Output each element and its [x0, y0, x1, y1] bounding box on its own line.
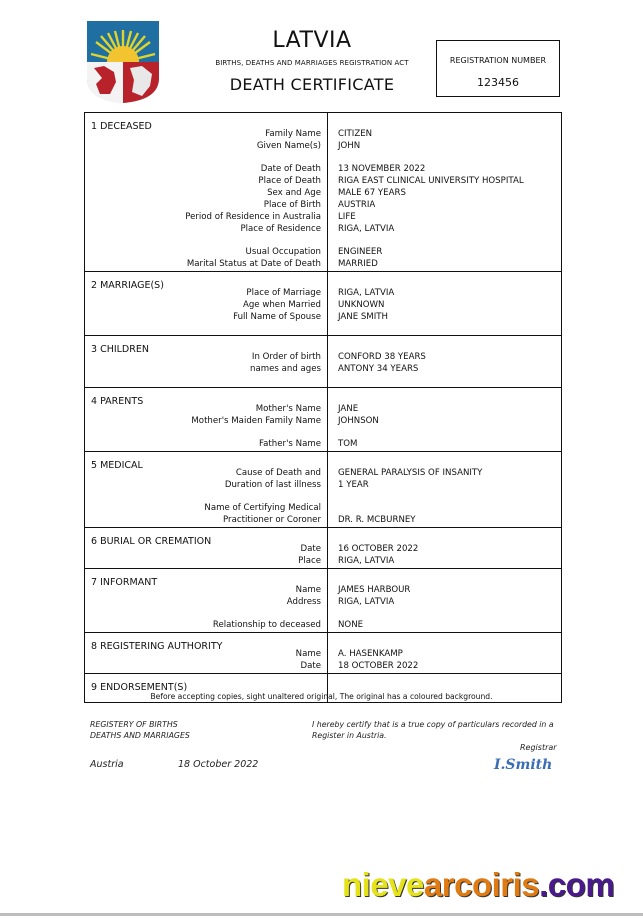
section-title: 1 DECEASED	[91, 121, 152, 132]
field-value: JOHNSON	[338, 416, 379, 426]
section-row	[85, 336, 562, 388]
field-value: LIFE	[338, 212, 356, 222]
section-values-cell	[328, 528, 562, 569]
field-label: Father's Name	[259, 439, 321, 449]
section-values-cell	[328, 336, 562, 388]
field-label: Place of Marriage	[246, 288, 321, 298]
field-label: Date	[300, 661, 321, 671]
field-label: Date of Death	[260, 164, 321, 174]
certificate-table	[84, 112, 562, 703]
field-label: Place of Birth	[263, 200, 321, 210]
section-title: 4 PARENTS	[91, 396, 144, 407]
section-row	[85, 452, 562, 528]
field-value: AUSTRIA	[338, 200, 376, 210]
registration-label: REGISTRATION NUMBER	[449, 56, 547, 65]
field-value: RIGA EAST CLINICAL UNIVERSITY HOSPITAL	[338, 176, 524, 186]
section-row	[85, 528, 562, 569]
field-value: NONE	[338, 620, 364, 630]
section-title: 5 MEDICAL	[91, 460, 143, 471]
section-labels-cell	[85, 272, 328, 336]
certification-statement: I hereby certify that is a true copy of particulars recorded in a Register in Austria.	[312, 720, 554, 740]
section-labels-cell	[85, 528, 328, 569]
issue-date: 18 October 2022	[178, 759, 259, 770]
field-label: Place of Residence	[240, 224, 321, 234]
section-values-cell	[328, 388, 562, 452]
section-labels-cell	[85, 388, 328, 452]
field-value: A. HASENKAMP	[338, 649, 403, 659]
field-label: Mother's Maiden Family Name	[191, 416, 321, 426]
field-value: CITIZEN	[338, 129, 373, 139]
field-label: Sex and Age	[267, 188, 321, 198]
field-label: Marital Status at Date of Death	[186, 259, 321, 269]
field-value: ANTONY 34 YEARS	[338, 364, 419, 374]
field-label: Place of Death	[258, 176, 321, 186]
section-row	[85, 633, 562, 674]
field-label: Practitioner or Coroner	[223, 515, 321, 525]
field-label: Mother's Name	[255, 404, 321, 414]
section-title: 3 CHILDREN	[91, 344, 149, 355]
registrar-signature: I.Smith	[494, 757, 553, 773]
section-row	[85, 388, 562, 452]
authenticity-notice: Before accepting copies, sight unaltered original, The original has a coloured background.	[150, 692, 493, 701]
registry-name	[90, 719, 190, 741]
section-title: 6 BURIAL OR CREMATION	[91, 536, 212, 547]
field-label: Cause of Death and	[235, 468, 321, 478]
section-values-cell	[328, 633, 562, 674]
field-label: Name of Certifying Medical	[204, 503, 321, 513]
field-label: Place	[298, 556, 321, 566]
field-value: JOHN	[338, 141, 361, 151]
field-label: names and ages	[250, 364, 321, 374]
latvia-coat-of-arms-icon	[86, 20, 160, 104]
registration-box	[436, 40, 560, 97]
field-value: JANE	[338, 404, 359, 414]
watermark	[342, 866, 614, 904]
section-title: 7 INFORMANT	[91, 577, 158, 588]
field-value: RIGA, LATVIA	[338, 556, 395, 566]
field-value: MARRIED	[338, 259, 378, 269]
bottom-divider	[0, 913, 643, 916]
field-value: RIGA, LATVIA	[338, 224, 395, 234]
section-title: 2 MARRIAGE(S)	[91, 280, 164, 291]
field-label: Usual Occupation	[245, 247, 321, 257]
section-labels-cell	[85, 633, 328, 674]
section-labels-cell	[85, 113, 328, 272]
watermark-part-3: .com	[539, 866, 615, 903]
field-label: Date	[300, 544, 321, 554]
field-value: DR. R. MCBURNEY	[338, 515, 416, 525]
field-label: Full Name of Spouse	[233, 312, 321, 322]
section-title: 9 ENDORSEMENT(S)	[91, 682, 188, 693]
field-label: Age when Married	[242, 300, 321, 310]
watermark-part-1: nieve	[342, 866, 424, 903]
registry-line-1: REGISTERY OF BIRTHS	[90, 720, 178, 729]
section-row	[85, 569, 562, 633]
field-value: RIGA, LATVIA	[338, 288, 395, 298]
field-value: 1 YEAR	[338, 480, 369, 490]
field-value: 18 OCTOBER 2022	[338, 661, 419, 671]
section-row	[85, 272, 562, 336]
field-value	[338, 502, 561, 514]
field-value: 16 OCTOBER 2022	[338, 544, 419, 554]
country-heading: LATVIA	[272, 28, 352, 53]
field-value: GENERAL PARALYSIS OF INSANITY	[338, 468, 483, 478]
field-value: RIGA, LATVIA	[338, 597, 395, 607]
title-block	[196, 28, 428, 94]
watermark-part-2: arcoiris	[423, 866, 540, 903]
section-labels-cell	[85, 336, 328, 388]
section-values-cell	[328, 452, 562, 528]
field-label: Family Name	[265, 129, 321, 139]
field-value: ENGINEER	[338, 247, 383, 257]
field-label: Duration of last illness	[224, 480, 321, 490]
field-value: UNKNOWN	[338, 300, 385, 310]
section-values-cell	[328, 272, 562, 336]
registrar-label: Registrar	[520, 743, 557, 752]
field-label: In Order of birth	[251, 352, 321, 362]
field-label: Name	[295, 585, 321, 595]
field-label: Given Name(s)	[256, 141, 321, 151]
section-values-cell	[328, 569, 562, 633]
field-value: MALE 67 YEARS	[338, 188, 406, 198]
field-label: Relationship to deceased	[212, 620, 321, 630]
section-labels-cell	[85, 452, 328, 528]
field-label: Address	[286, 597, 321, 607]
issue-place: Austria	[90, 759, 124, 770]
registry-line-2: DEATHS AND MARRIAGES	[90, 731, 190, 740]
field-label: Name	[295, 649, 321, 659]
section-labels-cell	[85, 569, 328, 633]
act-subtitle: BIRTHS, DEATHS AND MARRIAGES REGISTRATION ACT	[215, 59, 409, 67]
certificate-title: DEATH CERTIFICATE	[229, 75, 395, 94]
field-value: 13 NOVEMBER 2022	[338, 164, 426, 174]
section-title: 8 REGISTERING AUTHORITY	[91, 641, 223, 652]
field-label: Period of Residence in Australia	[185, 212, 321, 222]
section-row	[85, 113, 562, 272]
section-values-cell	[328, 113, 562, 272]
field-value: JANE SMITH	[338, 312, 388, 322]
registration-number: 123456	[477, 76, 519, 89]
field-value: TOM	[338, 439, 358, 449]
field-value: JAMES HARBOUR	[338, 585, 411, 595]
field-value: CONFORD 38 YEARS	[338, 352, 426, 362]
